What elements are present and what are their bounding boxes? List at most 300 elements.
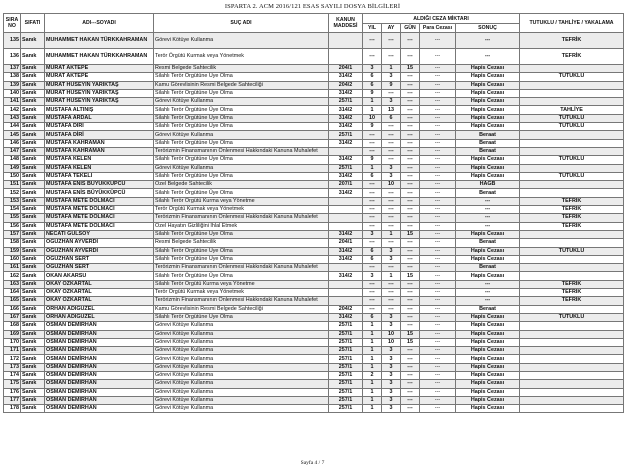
row-gun: --- <box>401 247 420 255</box>
row-tutuklu <box>520 355 624 363</box>
row-adi-soyadi: MUSTAFA METE DOLMACI <box>45 206 154 214</box>
table-row <box>4 156 624 164</box>
row-para-cezasi: --- <box>420 81 456 89</box>
header-kanun-maddesi: KANUN MADDESİ <box>329 14 363 33</box>
row-tutuklu: TUTUKLU <box>520 73 624 81</box>
row-gun: --- <box>401 106 420 114</box>
row-sira-no: 154 <box>4 206 21 214</box>
row-sira-no: 146 <box>4 139 21 147</box>
header-tutuklu: TUTUKLU / TAHLİYE / YAKALAMA <box>520 14 624 33</box>
row-sonuc: Hapis Cezası <box>456 396 520 404</box>
row-sonuc: Hapis Cezası <box>456 272 520 280</box>
row-para-cezasi: --- <box>420 338 456 346</box>
row-suc-adi: Özel Hayatın Gizliliğini İhlal Etmek <box>154 222 329 230</box>
row-suc-adi: Özel Belgede Sahtecilik <box>154 181 329 189</box>
row-kanun-maddesi: 257/1 <box>329 388 363 396</box>
row-suc-adi: Silahlı Terör Örgütü Kurma veya Yönetme <box>154 280 329 288</box>
row-sonuc: Hapis Cezası <box>456 123 520 131</box>
row-kanun-maddesi <box>329 197 363 205</box>
row-ay: 3 <box>382 388 401 396</box>
row-suc-adi: Görevi Kötüye Kullanma <box>154 330 329 338</box>
table-row <box>4 206 624 214</box>
row-gun: --- <box>401 114 420 122</box>
row-sifati: Sanık <box>21 114 45 122</box>
row-gun: --- <box>401 322 420 330</box>
row-ay: 3 <box>382 371 401 379</box>
row-kanun-maddesi <box>329 289 363 297</box>
row-gun: --- <box>401 81 420 89</box>
row-yil: --- <box>363 297 382 305</box>
row-adi-soyadi: MUSTAFA ENİS BÜYÜKKÜPCÜ <box>45 189 154 197</box>
table-row <box>4 330 624 338</box>
row-adi-soyadi: OSMAN DEMİRHAN <box>45 405 154 413</box>
row-kanun-maddesi <box>329 49 363 65</box>
row-sonuc: Hapis Cezası <box>456 405 520 413</box>
row-adi-soyadi: OKAN AKARSU <box>45 272 154 280</box>
row-sira-no: 155 <box>4 214 21 222</box>
row-para-cezasi: --- <box>420 230 456 238</box>
row-para-cezasi: --- <box>420 65 456 73</box>
row-kanun-maddesi: 314/2 <box>329 255 363 263</box>
row-tutuklu <box>520 272 624 280</box>
row-sira-no: 170 <box>4 338 21 346</box>
row-gun: --- <box>401 156 420 164</box>
row-kanun-maddesi: 257/1 <box>329 363 363 371</box>
row-tutuklu <box>520 81 624 89</box>
row-yil: 6 <box>363 247 382 255</box>
row-para-cezasi: --- <box>420 330 456 338</box>
row-adi-soyadi: MUSTAFA DİRİ <box>45 123 154 131</box>
row-tutuklu: TEFRİK <box>520 289 624 297</box>
row-ay: --- <box>382 197 401 205</box>
row-sonuc: Hapis Cezası <box>456 81 520 89</box>
row-sira-no: 167 <box>4 313 21 321</box>
row-gun: --- <box>401 405 420 413</box>
row-adi-soyadi: OĞUZHAN SERT <box>45 264 154 272</box>
row-para-cezasi: --- <box>420 106 456 114</box>
row-adi-soyadi: OSMAN DEMİRHAN <box>45 330 154 338</box>
row-kanun-maddesi: 207/1 <box>329 181 363 189</box>
row-yil: 1 <box>363 396 382 404</box>
row-ay: --- <box>382 305 401 313</box>
row-kanun-maddesi: 257/1 <box>329 322 363 330</box>
row-ay: --- <box>382 89 401 97</box>
row-tutuklu: TUTUKLU <box>520 123 624 131</box>
row-tutuklu <box>520 164 624 172</box>
row-kanun-maddesi: 257/1 <box>329 371 363 379</box>
row-sira-no: 147 <box>4 147 21 155</box>
row-sonuc: --- <box>456 222 520 230</box>
row-sifati: Sanık <box>21 338 45 346</box>
row-sonuc: --- <box>456 289 520 297</box>
row-ay: 3 <box>382 380 401 388</box>
row-yil: 1 <box>363 330 382 338</box>
row-suc-adi: Resmi Belgede Sahtecilik <box>154 65 329 73</box>
row-ay: --- <box>382 297 401 305</box>
row-yil: 1 <box>363 388 382 396</box>
row-yil: --- <box>363 197 382 205</box>
row-sira-no: 169 <box>4 330 21 338</box>
row-tutuklu <box>520 322 624 330</box>
row-kanun-maddesi: 257/1 <box>329 164 363 172</box>
row-yil: --- <box>363 239 382 247</box>
row-sifati: Sanık <box>21 81 45 89</box>
row-kanun-maddesi <box>329 147 363 155</box>
row-sifati: Sanık <box>21 222 45 230</box>
row-sonuc: Hapis Cezası <box>456 65 520 73</box>
row-sifati: Sanık <box>21 189 45 197</box>
row-sifati: Sanık <box>21 49 45 65</box>
row-yil: --- <box>363 264 382 272</box>
row-gun: --- <box>401 280 420 288</box>
row-para-cezasi: --- <box>420 363 456 371</box>
row-sonuc: Hapis Cezası <box>456 156 520 164</box>
row-sira-no: 145 <box>4 131 21 139</box>
row-yil: 1 <box>363 322 382 330</box>
table-row <box>4 355 624 363</box>
row-kanun-maddesi: 314/2 <box>329 106 363 114</box>
row-para-cezasi: --- <box>420 297 456 305</box>
row-sifati: Sanık <box>21 33 45 49</box>
row-gun: --- <box>401 380 420 388</box>
row-sonuc: --- <box>456 197 520 205</box>
row-ay: 10 <box>382 330 401 338</box>
row-kanun-maddesi: 257/1 <box>329 380 363 388</box>
row-gun: --- <box>401 123 420 131</box>
row-kanun-maddesi: 257/1 <box>329 131 363 139</box>
table-row <box>4 114 624 122</box>
row-kanun-maddesi: 257/1 <box>329 405 363 413</box>
row-suc-adi: Görevi Kötüye Kullanma <box>154 33 329 49</box>
row-sira-no: 144 <box>4 123 21 131</box>
row-gun: --- <box>401 181 420 189</box>
row-sifati: Sanık <box>21 239 45 247</box>
row-para-cezasi: --- <box>420 405 456 413</box>
row-adi-soyadi: MURAT AKTEPE <box>45 65 154 73</box>
table-row <box>4 49 624 65</box>
table-row <box>4 214 624 222</box>
row-adi-soyadi: OĞUZHAN AYVERDİ <box>45 239 154 247</box>
row-suc-adi: Silahlı Terör Örgütüne Üye Olma <box>154 123 329 131</box>
header-sifati: SIFATI <box>21 14 45 33</box>
row-kanun-maddesi <box>329 33 363 49</box>
row-sonuc: Hapis Cezası <box>456 388 520 396</box>
row-sonuc: Hapis Cezası <box>456 230 520 238</box>
row-gun: --- <box>401 355 420 363</box>
header-gun: GÜN <box>401 24 420 33</box>
row-ay: --- <box>382 214 401 222</box>
row-ay: --- <box>382 289 401 297</box>
row-tutuklu: TEFRİK <box>520 197 624 205</box>
row-gun: 15 <box>401 330 420 338</box>
row-adi-soyadi: MUSTAFA KELEN <box>45 164 154 172</box>
row-para-cezasi: --- <box>420 322 456 330</box>
row-para-cezasi: --- <box>420 371 456 379</box>
row-tutuklu: TUTUKLU <box>520 247 624 255</box>
row-suc-adi: Silahlı Terör Örgütüne Üye Olma <box>154 247 329 255</box>
row-adi-soyadi: MUHAMMET HAKAN TÜRKKAHRAMAN <box>45 33 154 49</box>
row-gun: --- <box>401 388 420 396</box>
row-gun: --- <box>401 49 420 65</box>
row-sonuc: Hapis Cezası <box>456 172 520 180</box>
row-para-cezasi: --- <box>420 147 456 155</box>
row-tutuklu: TUTUKLU <box>520 313 624 321</box>
header-para-cezasi: Para Cezası <box>420 24 456 33</box>
row-suc-adi: Terörizmin Finansmanının Önlenmesi Hakkındaki Kanuna Muhalefet <box>154 264 329 272</box>
row-sira-no: 136 <box>4 49 21 65</box>
row-ay: 10 <box>382 181 401 189</box>
row-sira-no: 142 <box>4 106 21 114</box>
row-sifati: Sanık <box>21 89 45 97</box>
row-kanun-maddesi: 314/2 <box>329 114 363 122</box>
row-adi-soyadi: MUSTAFA METE DOLMACI <box>45 214 154 222</box>
row-kanun-maddesi: 257/1 <box>329 347 363 355</box>
row-kanun-maddesi <box>329 297 363 305</box>
row-sifati: Sanık <box>21 73 45 81</box>
row-sonuc: Hapis Cezası <box>456 322 520 330</box>
row-tutuklu <box>520 255 624 263</box>
row-ay: --- <box>382 206 401 214</box>
row-tutuklu: TEFRİK <box>520 33 624 49</box>
row-suc-adi: Terör Örgütü Kurmak veya Yönetmek <box>154 289 329 297</box>
row-sira-no: 172 <box>4 355 21 363</box>
table-row <box>4 65 624 73</box>
row-para-cezasi: --- <box>420 181 456 189</box>
row-sira-no: 149 <box>4 164 21 172</box>
row-sifati: Sanık <box>21 255 45 263</box>
row-para-cezasi: --- <box>420 380 456 388</box>
row-sira-no: 157 <box>4 230 21 238</box>
row-ay: --- <box>382 131 401 139</box>
row-yil: --- <box>363 280 382 288</box>
row-gun: --- <box>401 197 420 205</box>
row-para-cezasi: --- <box>420 396 456 404</box>
row-kanun-maddesi: 314/2 <box>329 230 363 238</box>
row-sira-no: 150 <box>4 172 21 180</box>
row-sira-no: 137 <box>4 65 21 73</box>
row-sifati: Sanık <box>21 214 45 222</box>
row-yil: 1 <box>363 98 382 106</box>
row-adi-soyadi: MUSTAFA DİRİ <box>45 131 154 139</box>
row-gun: --- <box>401 305 420 313</box>
row-sonuc: --- <box>456 206 520 214</box>
row-suc-adi: Silahlı Terör Örgütüne Üye Olma <box>154 255 329 263</box>
row-sifati: Sanık <box>21 106 45 114</box>
row-ay: 13 <box>382 106 401 114</box>
row-para-cezasi: --- <box>420 239 456 247</box>
row-sira-no: 151 <box>4 181 21 189</box>
row-kanun-maddesi: 204/1 <box>329 65 363 73</box>
row-suc-adi: Görevi Kötüye Kullanma <box>154 131 329 139</box>
row-ay: --- <box>382 123 401 131</box>
row-suc-adi: Görevi Kötüye Kullanma <box>154 396 329 404</box>
row-adi-soyadi: OSMAN DEMİRHAN <box>45 388 154 396</box>
row-adi-soyadi: OĞUZHAN AYVERDİ <box>45 247 154 255</box>
row-gun: --- <box>401 363 420 371</box>
row-kanun-maddesi: 314/2 <box>329 156 363 164</box>
row-sifati: Sanık <box>21 305 45 313</box>
row-tutuklu <box>520 89 624 97</box>
row-tutuklu: TUTUKLU <box>520 172 624 180</box>
row-suc-adi: Silahlı Terör Örgütüne Üye Olma <box>154 106 329 114</box>
row-yil: 1 <box>363 355 382 363</box>
row-yil: --- <box>363 33 382 49</box>
row-tutuklu <box>520 338 624 346</box>
row-gun: --- <box>401 33 420 49</box>
row-sonuc: Hapis Cezası <box>456 106 520 114</box>
row-suc-adi: Silahlı Terör Örgütüne Üye Olma <box>154 172 329 180</box>
row-sonuc: Beraat <box>456 239 520 247</box>
row-gun: --- <box>401 289 420 297</box>
table-row <box>4 405 624 413</box>
header-sira-no: SIRA NO <box>4 14 21 33</box>
row-sira-no: 163 <box>4 280 21 288</box>
row-yil: --- <box>363 222 382 230</box>
row-tutuklu <box>520 139 624 147</box>
row-sifati: Sanık <box>21 388 45 396</box>
row-sonuc: Hapis Cezası <box>456 313 520 321</box>
row-adi-soyadi: MUSTAFA ARDAL <box>45 114 154 122</box>
row-gun: --- <box>401 139 420 147</box>
header-sonuc: SONUÇ <box>456 24 520 33</box>
row-sira-no: 175 <box>4 380 21 388</box>
row-adi-soyadi: OSMAN DEMİRHAN <box>45 371 154 379</box>
row-yil: 6 <box>363 73 382 81</box>
row-ay: 3 <box>382 396 401 404</box>
row-sifati: Sanık <box>21 206 45 214</box>
row-adi-soyadi: MURAT HÜSEYİN YARIKTAŞ <box>45 98 154 106</box>
row-gun: --- <box>401 371 420 379</box>
row-sifati: Sanık <box>21 272 45 280</box>
row-sifati: Sanık <box>21 98 45 106</box>
row-ay: --- <box>382 33 401 49</box>
row-kanun-maddesi: 314/2 <box>329 313 363 321</box>
row-yil: 1 <box>363 106 382 114</box>
table-row <box>4 239 624 247</box>
row-sonuc: Hapis Cezası <box>456 371 520 379</box>
row-gun: --- <box>401 239 420 247</box>
header-yil: YIL <box>363 24 382 33</box>
row-yil: 9 <box>363 123 382 131</box>
row-sira-no: 176 <box>4 388 21 396</box>
row-sifati: Sanık <box>21 131 45 139</box>
row-kanun-maddesi: 257/1 <box>329 330 363 338</box>
row-suc-adi: Silahlı Terör Örgütüne Üye Olma <box>154 313 329 321</box>
row-ay: 3 <box>382 355 401 363</box>
row-kanun-maddesi <box>329 264 363 272</box>
row-gun: --- <box>401 264 420 272</box>
row-yil: --- <box>363 289 382 297</box>
row-ay: 3 <box>382 313 401 321</box>
row-adi-soyadi: OSMAN DEMİRHAN <box>45 363 154 371</box>
table-row <box>4 181 624 189</box>
row-tutuklu <box>520 239 624 247</box>
row-yil: --- <box>363 305 382 313</box>
row-gun: --- <box>401 297 420 305</box>
row-sonuc: --- <box>456 280 520 288</box>
row-kanun-maddesi: 314/2 <box>329 189 363 197</box>
row-tutuklu: TEFRİK <box>520 49 624 65</box>
row-para-cezasi: --- <box>420 114 456 122</box>
row-adi-soyadi: OKAY ÖZKARTAL <box>45 280 154 288</box>
row-para-cezasi: --- <box>420 89 456 97</box>
row-ay: 1 <box>382 272 401 280</box>
row-kanun-maddesi: 257/1 <box>329 338 363 346</box>
row-yil: --- <box>363 131 382 139</box>
row-suc-adi: Silahlı Terör Örgütüne Üye Olma <box>154 139 329 147</box>
row-kanun-maddesi <box>329 206 363 214</box>
table-row <box>4 89 624 97</box>
row-suc-adi: Silahlı Terör Örgütüne Üye Olma <box>154 272 329 280</box>
row-sonuc: HAGB <box>456 181 520 189</box>
row-para-cezasi: --- <box>420 131 456 139</box>
table-row <box>4 123 624 131</box>
row-sifati: Sanık <box>21 181 45 189</box>
row-suc-adi: Görevi Kötüye Kullanma <box>154 388 329 396</box>
row-kanun-maddesi: 314/2 <box>329 89 363 97</box>
table-row <box>4 388 624 396</box>
row-sonuc: Hapis Cezası <box>456 73 520 81</box>
table-row <box>4 297 624 305</box>
row-sira-no: 138 <box>4 73 21 81</box>
row-sira-no: 135 <box>4 33 21 49</box>
row-sonuc: --- <box>456 297 520 305</box>
row-ay: 1 <box>382 65 401 73</box>
row-gun: --- <box>401 396 420 404</box>
table-row <box>4 347 624 355</box>
row-tutuklu: TEFRİK <box>520 206 624 214</box>
row-sonuc: Beraat <box>456 189 520 197</box>
row-tutuklu <box>520 363 624 371</box>
row-para-cezasi: --- <box>420 264 456 272</box>
table-row <box>4 272 624 280</box>
row-sifati: Sanık <box>21 139 45 147</box>
row-tutuklu <box>520 147 624 155</box>
row-ay: 6 <box>382 114 401 122</box>
row-kanun-maddesi: 314/2 <box>329 139 363 147</box>
row-suc-adi: Silahlı Terör Örgütüne Üye Olma <box>154 156 329 164</box>
row-tutuklu <box>520 230 624 238</box>
row-yil: --- <box>363 189 382 197</box>
row-sonuc: Beraat <box>456 147 520 155</box>
row-yil: --- <box>363 139 382 147</box>
row-suc-adi: Görevi Kötüye Kullanma <box>154 371 329 379</box>
table-row <box>4 322 624 330</box>
row-yil: 1 <box>363 338 382 346</box>
row-sira-no: 164 <box>4 289 21 297</box>
row-sonuc: Hapis Cezası <box>456 363 520 371</box>
row-yil: 3 <box>363 65 382 73</box>
table-row <box>4 131 624 139</box>
row-sira-no: 156 <box>4 222 21 230</box>
row-adi-soyadi: MURAT HÜSEYİN YARIKTAŞ <box>45 81 154 89</box>
row-tutuklu <box>520 380 624 388</box>
row-suc-adi: Görevi Kötüye Kullanma <box>154 164 329 172</box>
row-para-cezasi: --- <box>420 255 456 263</box>
row-suc-adi: Kamu Görevlisinin Resmi Belgede Sahteciliği <box>154 305 329 313</box>
row-tutuklu <box>520 181 624 189</box>
row-para-cezasi: --- <box>420 156 456 164</box>
table-row <box>4 189 624 197</box>
table-row <box>4 139 624 147</box>
row-sifati: Sanık <box>21 380 45 388</box>
row-para-cezasi: --- <box>420 189 456 197</box>
row-para-cezasi: --- <box>420 98 456 106</box>
row-suc-adi: Görevi Kötüye Kullanma <box>154 380 329 388</box>
row-sifati: Sanık <box>21 197 45 205</box>
row-yil: 1 <box>363 363 382 371</box>
row-para-cezasi: --- <box>420 73 456 81</box>
